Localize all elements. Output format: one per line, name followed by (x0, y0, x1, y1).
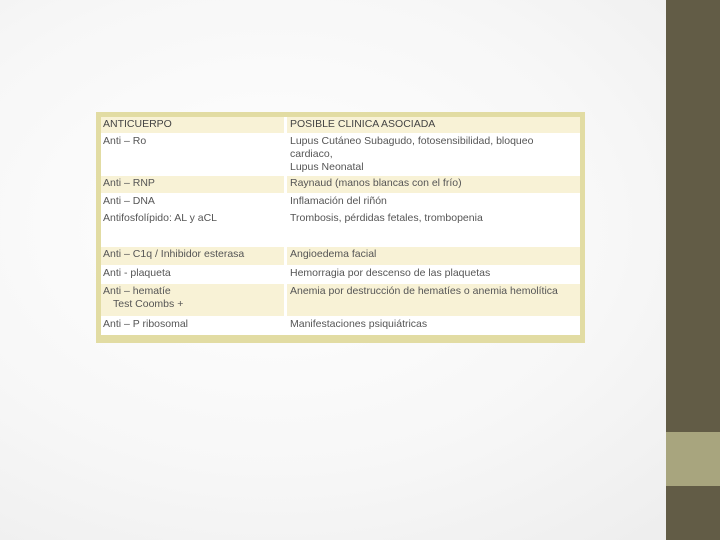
antibody-cell: Anti – RNP (101, 175, 286, 193)
antibody-cell (101, 283, 286, 316)
table-row (101, 316, 580, 334)
table-row (101, 246, 580, 265)
antibody-cell: Anti – Ro (101, 133, 286, 175)
clinic-cell: Inflamación del riñón (286, 193, 581, 210)
table-row (101, 175, 580, 193)
table-row (101, 210, 580, 246)
antibody-table (101, 117, 580, 335)
table-row (101, 283, 580, 316)
antibody-table-frame (96, 112, 585, 343)
table-row (101, 193, 580, 210)
clinic-cell: Trombosis, pérdidas fetales, trombopenia (286, 210, 581, 246)
clinic-cell: Anemia por destrucción de hematíes o anemia hemolítica (286, 283, 581, 316)
antibody-text-extra: Test Coombs + (113, 297, 184, 310)
antibody-cell: Antifosfolípido: AL y aCL (101, 210, 286, 246)
clinic-cell: Raynaud (manos blancas con el frío) (286, 175, 581, 193)
side-decor-accent (666, 432, 720, 486)
antibody-cell: Anti – C1q / Inhibidor esterasa (101, 246, 286, 265)
table-row (101, 133, 580, 175)
clinic-cell: Hemorragia por descenso de las plaquetas (286, 265, 581, 283)
clinic-cell (286, 133, 581, 175)
antibody-cell: Anti – DNA (101, 193, 286, 210)
antibody-cell: Anti - plaqueta (101, 265, 286, 283)
clinic-text-extra: Lupus Neonatal (290, 160, 364, 173)
header-antibody: ANTICUERPO (101, 117, 286, 133)
antibody-text: Anti – hematíe (103, 284, 171, 297)
clinic-cell: Angioedema facial (286, 246, 581, 265)
clinic-text: Lupus Cutáneo Subagudo, fotosensibilidad, bloqueo cardiaco, (290, 134, 534, 160)
table-header-row (101, 117, 580, 133)
header-clinic: POSIBLE CLINICA ASOCIADA (286, 117, 581, 133)
table-row (101, 265, 580, 283)
clinic-cell: Manifestaciones psiquiátricas (286, 316, 581, 334)
antibody-cell: Anti – P ribosomal (101, 316, 286, 334)
